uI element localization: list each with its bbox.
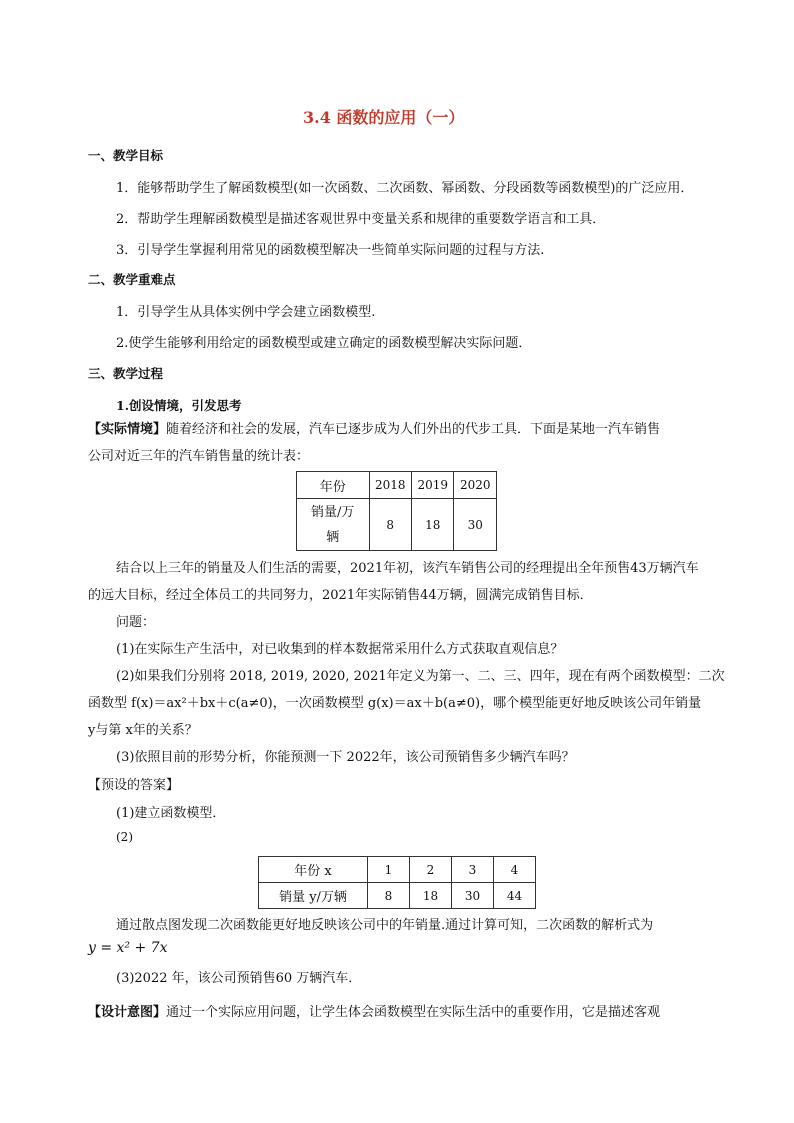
section-heading-keypoints: 二、教学重难点 (88, 272, 176, 287)
answer-2-label: (2) (116, 830, 133, 844)
table1-year-2: 2019 (411, 472, 453, 499)
answer-1: (1)建立函数模型． (116, 806, 226, 821)
question-1: (1)在实际生产生活中，对已收集到的样本数据常采用什么方式获取直观信息？ (116, 642, 564, 657)
table2-x-1: 1 (368, 857, 410, 883)
table2-value-3: 30 (452, 883, 494, 909)
section-heading-process: 三、教学过程 (88, 366, 164, 381)
page-title: 3.4 函数的应用（一） (303, 108, 465, 127)
design-text: 通过一个实际应用问题，让学生体会函数模型在实际生活中的重要作用，它是描述客观 (166, 1005, 661, 1020)
table2-x-2: 2 (410, 857, 452, 883)
answer-3: (3)2022 年，该公司预销售60 万辆汽车． (116, 971, 362, 986)
table1-value-1: 8 (369, 499, 411, 551)
answer-label: 【预设的答案】 (88, 778, 180, 793)
design-intent-line (88, 1001, 660, 1020)
question-2-line-2: 函数型 f(x)＝ax²＋bx＋c(a≠0)，一次函数模型 g(x)＝ax＋b(a≠0)，哪个模型能更好地反映该公司年销量 (88, 696, 702, 711)
paragraph-1-line-1: 结合以上三年的销量及人们生活的需要，2021年初，该汽车销售公司的经理提出全年预售43万辆汽车 (116, 561, 699, 576)
formula: y = x² + 7x (88, 940, 168, 956)
paragraph-1-line-2: 的远大目标，经过全体员工的共同努力，2021年实际销售44万辆，圆满完成销售目标． (88, 588, 593, 603)
situation-label: 【实际情境】 (88, 422, 167, 437)
question-3: (3)依照目前的形势分析，你能预测一下 2022年，该公司预销售多少辆汽车吗？ (116, 750, 575, 765)
table2-value-4: 44 (494, 883, 536, 909)
table1-row-label-1: 销量/万 (311, 504, 355, 520)
table2-header-label: 年份 x (259, 857, 368, 883)
sales-table-2 (258, 856, 536, 909)
section-heading-objectives: 一、教学目标 (88, 148, 164, 163)
answer-2-text: 通过散点图发现二次函数能更好地反映该公司中的年销量.通过计算可知，二次函数的解析式为 (116, 918, 654, 933)
table2-x-3: 3 (452, 857, 494, 883)
table1-value-2: 18 (411, 499, 453, 551)
situation-line-1 (88, 418, 660, 437)
objective-item-2: 2．帮助学生理解函数模型是描述客观世界中变量关系和规律的重要数学语言和工具． (116, 212, 606, 227)
question-2-line-3: y与第 x年的关系？ (88, 723, 198, 738)
table1-year-1: 2018 (369, 472, 411, 499)
table1-year-3: 2020 (454, 472, 497, 499)
situation-text-1: 随着经济和社会的发展，汽车已逐步成为人们外出的代步工具．下面是某地一汽车销售 (166, 422, 661, 437)
design-label: 【设计意图】 (88, 1005, 167, 1020)
question-2-line-1: (2)如果我们分别将 2018, 2019, 2020, 2021年定义为第一、二、三、四年，现在有两个函数模型：二次 (116, 669, 725, 684)
table1-value-3: 30 (454, 499, 497, 551)
table1-row-label-2: 辆 (326, 529, 340, 545)
table2-value-1: 8 (368, 883, 410, 909)
table2-value-2: 18 (410, 883, 452, 909)
table1-header-label: 年份 (297, 472, 370, 499)
situation-line-2: 公司对近三年的汽车销售量的统计表： (88, 449, 310, 464)
question-label: 问题： (116, 615, 156, 630)
table1-row-label (297, 499, 370, 551)
keypoint-item-2: 2.使学生能够利用给定的函数模型或建立确定的函数模型解决实际问题． (116, 336, 532, 351)
table2-x-4: 4 (494, 857, 536, 883)
sales-table-1 (296, 471, 497, 551)
table2-row-label: 销量 y/万辆 (259, 883, 368, 909)
subsection-title: 1.创设情境，引发思考 (116, 398, 242, 413)
keypoint-item-1: 1．引导学生从具体实例中学会建立函数模型. (116, 305, 376, 320)
objective-item-3: 3．引导学生掌握利用常见的函数模型解决一些简单实际问题的过程与方法. (116, 243, 545, 258)
objective-item-1: 1．能够帮助学生了解函数模型(如一次函数、二次函数、幂函数、分段函数等函数模型)的广泛应用． (116, 181, 694, 196)
